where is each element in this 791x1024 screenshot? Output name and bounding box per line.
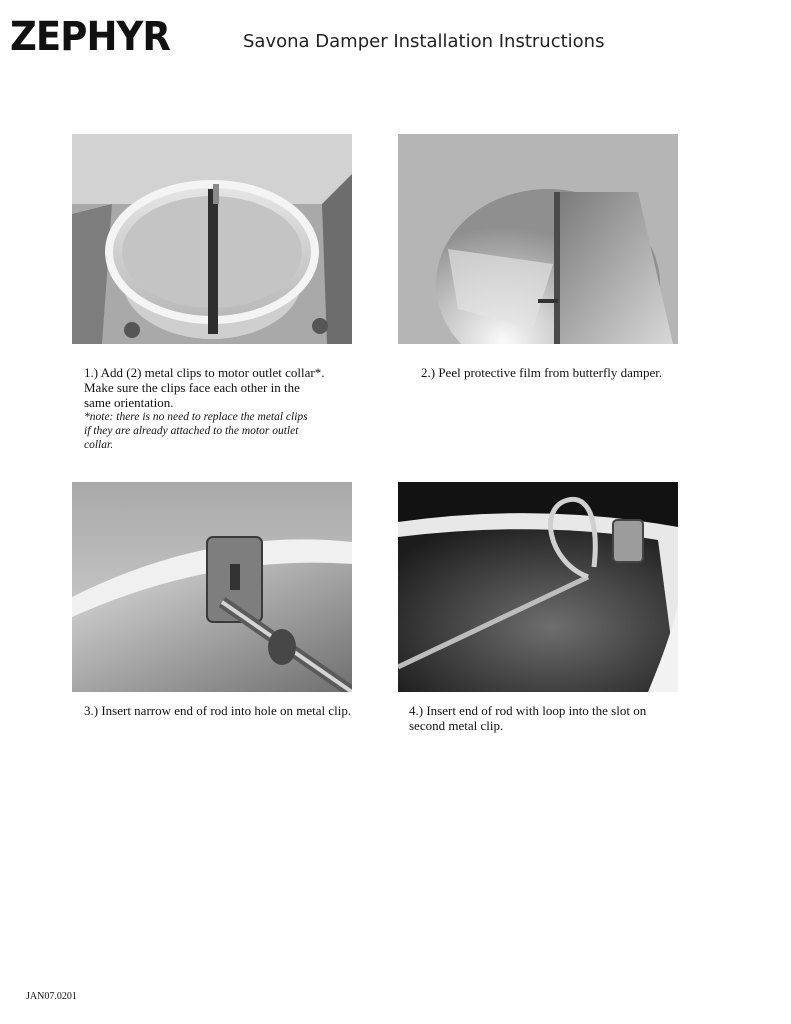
step-text-line: same orientation.	[84, 395, 174, 410]
svg-text:ZEPHYR: ZEPHYR	[10, 14, 171, 54]
photo-step-3-rod-clip	[72, 482, 352, 692]
photo-step-1-collar-clips	[72, 134, 352, 344]
zephyr-logo	[10, 14, 172, 54]
step-text-line: 2.) Peel protective film from butterfly damper.	[421, 365, 663, 380]
photo-step-4-rod-loop	[398, 482, 678, 692]
step-text-line: 1.) Add (2) metal clips to motor outlet collar*.	[84, 365, 325, 380]
step-note-line: *note: there is no need to replace the metal clips	[84, 411, 308, 423]
step-1-caption	[84, 365, 324, 452]
photo-step-2-damper-film	[398, 134, 678, 344]
step-note-line: collar.	[84, 439, 114, 451]
document-code: JAN07.0201	[26, 991, 77, 1002]
step-text-line: 3.) Insert narrow end of rod into hole on metal clip.	[84, 703, 352, 718]
step-text-line: 4.) Insert end of rod with loop into the slot on	[409, 703, 647, 718]
document-title: Savona Damper Installation Instructions	[243, 31, 605, 52]
step-note-line: if they are already attached to the motor outlet	[84, 425, 299, 437]
step-3-caption	[84, 703, 351, 718]
step-text-line: Make sure the clips face each other in the	[84, 380, 300, 395]
step-4-caption	[409, 703, 646, 733]
step-2-caption	[421, 365, 662, 380]
step-text-line: second metal clip.	[409, 718, 504, 733]
